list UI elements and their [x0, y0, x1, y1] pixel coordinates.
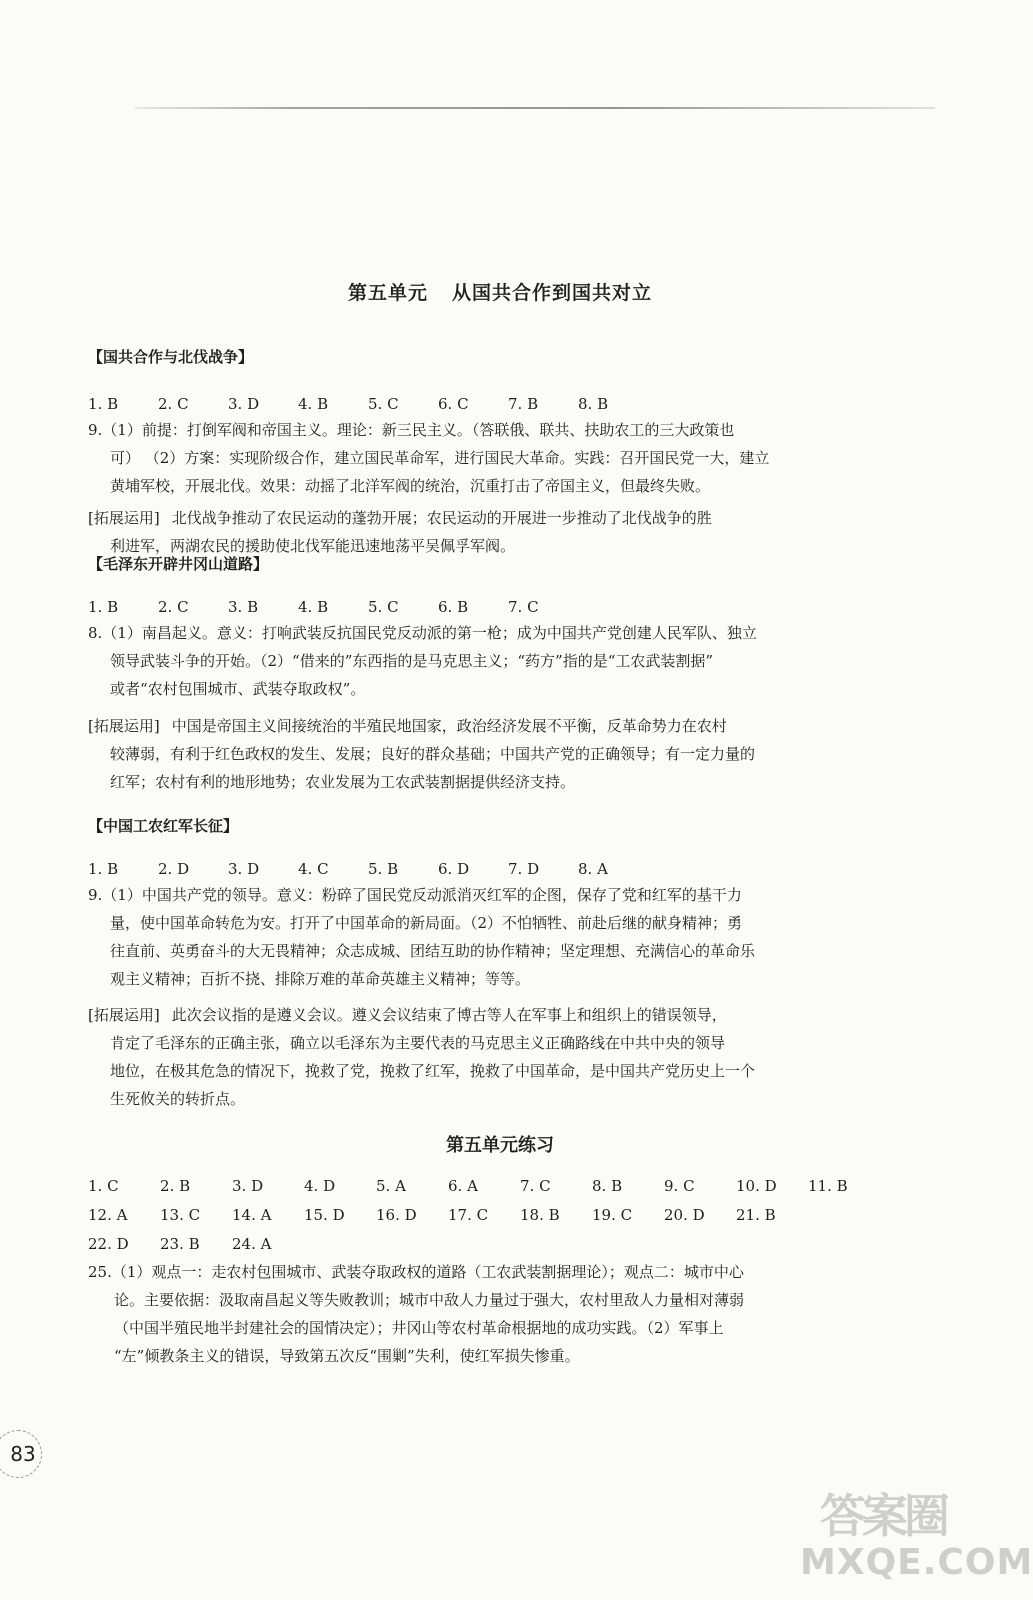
watermark-text: MXQE.COM — [800, 1542, 1033, 1583]
text-line: 往直前、英勇奋斗的大无畏精神；众志成城、团结互助的协作精神；坚定理想、充满信心的革命乐 — [110, 942, 756, 960]
answer-item: 2. C — [158, 395, 189, 413]
unit-title — [0, 278, 1000, 305]
answer-item: 20. D — [664, 1206, 705, 1224]
answer-row — [88, 598, 578, 616]
extension-label: [拓展运用] — [88, 1006, 160, 1024]
text-line: 生死攸关的转折点。 — [110, 1090, 246, 1108]
answer-item: 13. C — [160, 1206, 201, 1224]
text-line: 利进军，两湖农民的援助使北伐军能迅速地荡平吴佩孚军阀。 — [110, 537, 516, 555]
text-line: （中国半殖民地半封建社会的国情决定）；井冈山等农村革命根据地的成功实践。（2）军事上 — [114, 1319, 724, 1337]
answer-item: 4. C — [298, 860, 329, 878]
answer-item: 3. B — [228, 598, 259, 616]
text-line: 9.（1）前提：打倒军阀和帝国主义。理论：新三民主义。（答联俄、联共、扶助农工的三大政策也 — [88, 421, 735, 439]
answer-item: 2. C — [158, 598, 189, 616]
answer-item: 2. D — [158, 860, 190, 878]
extension-answer — [88, 504, 712, 560]
answer-item: 6. D — [438, 860, 470, 878]
answer-item: 3. D — [232, 1177, 264, 1195]
answer-item: 14. A — [232, 1206, 272, 1224]
answer-item: 7. C — [520, 1177, 551, 1195]
exercise-answer-grid — [88, 1177, 880, 1264]
text-line: 观主义精神；百折不挠、排除万难的革命英雄主义精神；等等。 — [110, 970, 531, 988]
answer-row — [88, 1206, 880, 1235]
answer-item: 5. A — [376, 1177, 406, 1195]
extension-label: [拓展运用] — [88, 509, 160, 527]
answer-row — [88, 395, 648, 413]
text-line: 较薄弱，有利于红色政权的发生、发展；良好的群众基础；中国共产党的正确领导；有一定力量的 — [110, 745, 756, 763]
page-number: 83 — [0, 1430, 42, 1478]
question-answer — [88, 1258, 744, 1370]
text-line: 领导武装斗争的开始。（2）“借来的”东西指的是马克思主义；“药方”指的是“工农武装割据” — [110, 652, 714, 670]
section-heading: 【中国工农红军长征】 — [88, 817, 239, 835]
extension-label: [拓展运用] — [88, 717, 160, 735]
answer-row — [88, 1177, 880, 1206]
text-line: 9.（1）中国共产党的领导。意义：粉碎了国民党反动派消灭红军的企图，保存了党和红军的基干力 — [88, 886, 742, 904]
answer-item: 4. D — [304, 1177, 336, 1195]
text-line: 肯定了毛泽东的正确主张，确立以毛泽东为主要代表的马克思主义正确路线在中共中央的领导 — [110, 1034, 726, 1052]
answer-item: 19. C — [592, 1206, 633, 1224]
answer-item: 6. B — [438, 598, 469, 616]
answer-item: 24. A — [232, 1235, 272, 1253]
question-answer — [88, 416, 769, 500]
text-line: 或者“农村包围城市、武装夺取政权”。 — [110, 680, 366, 698]
exercise-title: 第五单元练习 — [446, 1135, 554, 1156]
question-answer — [88, 881, 755, 993]
text-line: 8.（1）南昌起义。意义：打响武装反抗国民党反动派的第一枪；成为中国共产党创建人民军队、独立 — [88, 624, 757, 642]
answer-item: 8. B — [592, 1177, 623, 1195]
text-line: 北伐战争推动了农民运动的蓬勃开展；农民运动的开展进一步推动了北伐战争的胜 — [171, 509, 712, 527]
text-line: 地位，在极其危急的情况下，挽救了党，挽救了红军，挽救了中国革命，是中国共产党历史上一个 — [110, 1062, 756, 1080]
answer-item: 7. D — [508, 860, 540, 878]
answer-item: 4. B — [298, 598, 329, 616]
text-line: 中国是帝国主义间接统治的半殖民地国家，政治经济发展不平衡，反革命势力在农村 — [171, 717, 727, 735]
section-heading: 【国共合作与北伐战争】 — [88, 348, 254, 366]
answer-item: 1. B — [88, 395, 119, 413]
answer-row — [88, 860, 648, 878]
text-line: 红军；农村有利的地形地势；农业发展为工农武装割据提供经济支持。 — [110, 773, 576, 791]
unit-title-number: 第五单元 — [347, 282, 428, 304]
watermark-glyph: 答案圈 — [820, 1489, 946, 1543]
answer-item: 11. B — [808, 1177, 848, 1195]
text-line: 可） （2）方案：实现阶级合作，建立国民革命军，进行国民大革命。实践：召开国民党一大，建立 — [110, 449, 770, 467]
answer-item: 6. C — [438, 395, 469, 413]
answer-item: 17. C — [448, 1206, 489, 1224]
text-line: 量，使中国革命转危为安。打开了中国革命的新局面。（2）不怕牺牲、前赴后继的献身精神；勇 — [110, 914, 743, 932]
watermark-logo — [790, 1480, 1033, 1590]
answer-item: 10. D — [736, 1177, 777, 1195]
answer-item: 3. D — [228, 860, 260, 878]
question-answer — [88, 619, 757, 703]
text-line: “左”倾教条主义的错误，导致第五次反“围剿”失利，使红军损失惨重。 — [114, 1347, 580, 1365]
answer-item: 16. D — [376, 1206, 417, 1224]
text-line: 25.（1）观点一：走农村包围城市、武装夺取政权的道路（工农武装割据理论）；观点二：城市中心 — [88, 1263, 744, 1281]
answer-item: 18. B — [520, 1206, 560, 1224]
answer-item: 6. A — [448, 1177, 478, 1195]
text-line: 黄埔军校，开展北伐。效果：动摇了北洋军阀的统治，沉重打击了帝国主义，但最终失败。 — [110, 477, 711, 495]
answer-item: 1. B — [88, 860, 119, 878]
answer-item: 2. B — [160, 1177, 191, 1195]
answer-item: 8. A — [578, 860, 608, 878]
extension-answer — [88, 712, 755, 796]
answer-item: 4. B — [298, 395, 329, 413]
answer-item: 7. C — [508, 598, 539, 616]
answer-item: 9. C — [664, 1177, 695, 1195]
answer-item: 5. C — [368, 598, 399, 616]
answer-item: 15. D — [304, 1206, 345, 1224]
answer-item: 5. C — [368, 395, 399, 413]
answer-item: 1. C — [88, 1177, 119, 1195]
unit-title-text: 从国共合作到国共对立 — [452, 282, 653, 304]
answer-item: 12. A — [88, 1206, 128, 1224]
extension-answer — [88, 1001, 755, 1113]
answer-item: 8. B — [578, 395, 609, 413]
answer-item: 7. B — [508, 395, 539, 413]
answer-item: 3. D — [228, 395, 260, 413]
answer-item: 21. B — [736, 1206, 776, 1224]
section-heading: 【毛泽东开辟井冈山道路】 — [88, 555, 269, 573]
top-rule — [135, 107, 935, 109]
answer-item: 23. B — [160, 1235, 200, 1253]
answer-item: 22. D — [88, 1235, 129, 1253]
answer-item: 1. B — [88, 598, 119, 616]
answer-item: 5. B — [368, 860, 399, 878]
text-line: 论。主要依据：汲取南昌起义等失败教训；城市中敌人力量过于强大，农村里敌人力量相对薄弱 — [114, 1291, 745, 1309]
text-line: 此次会议指的是遵义会议。遵义会议结束了博古等人在军事上和组织上的错误领导， — [171, 1006, 727, 1024]
